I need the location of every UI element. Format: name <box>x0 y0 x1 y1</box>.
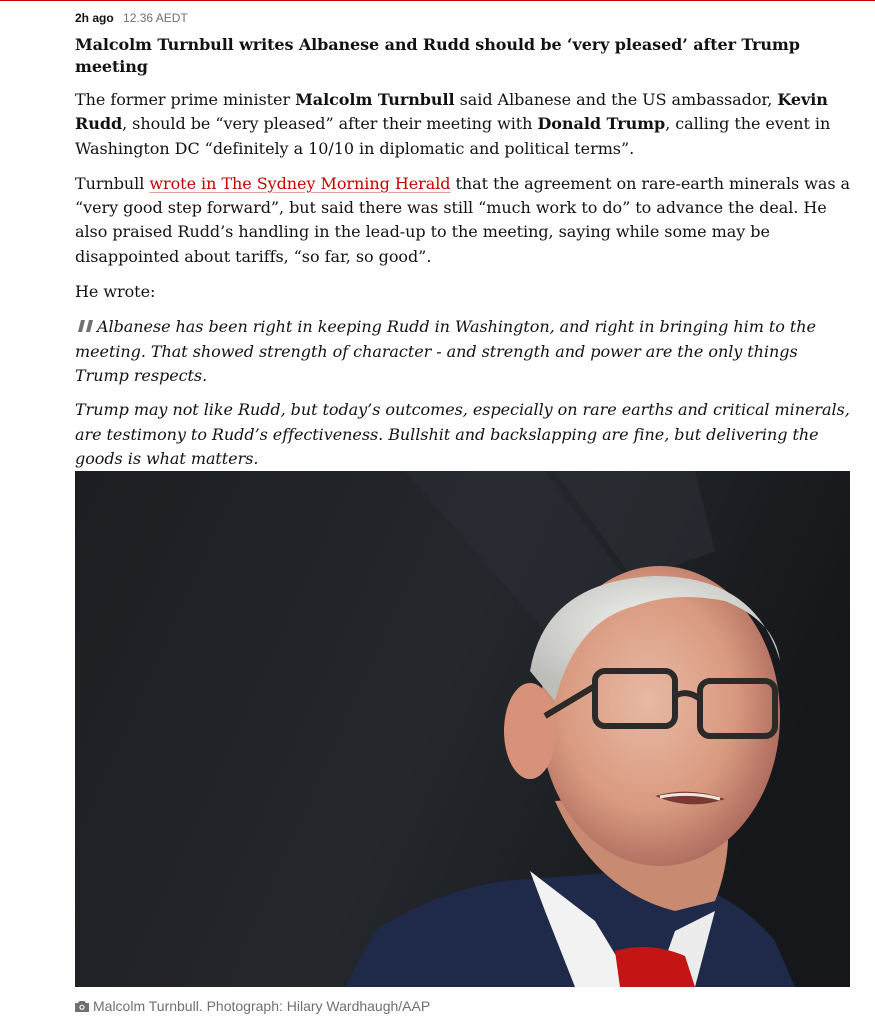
bold-name-turnbull: Malcolm Turnbull <box>295 90 455 109</box>
text-run: Turnbull <box>75 173 150 193</box>
text-run: that the agreement on rare-earth minerals was a “very good step forward”, but said there was still “much work to do” to advance the deal. He also praised Rudd’s handling in the lead-up to the meeting, saying while some may be disappointed about tariffs, “so far, so good”. <box>75 173 851 266</box>
top-accent-line <box>0 0 875 1</box>
text-run: , should be “very pleased” after their meeting with <box>122 114 538 134</box>
paragraph-3: He wrote: <box>75 282 156 302</box>
blockquote <box>75 315 851 471</box>
quote-icon <box>75 315 93 327</box>
smh-article-link[interactable]: wrote in The Sydney Morning Herald <box>149 173 451 193</box>
bold-name-trump: Donald Trump <box>537 114 666 134</box>
text-run: The former prime minister <box>75 90 296 109</box>
time-ago: 2h ago <box>75 11 114 25</box>
timestamp: 12.36 AEDT <box>123 11 188 25</box>
entry-meta <box>75 10 851 26</box>
photo-caption <box>75 997 430 1015</box>
quote-text: Albanese has been right in keeping Rudd in Washington, and right in bringing him to the meeting. That showed strength of character - and strength and power are the only things Trump respects. <box>75 317 816 385</box>
bold-name-rudd: Kevin Rudd <box>75 90 828 134</box>
paragraph-2 <box>75 172 851 269</box>
paragraph-1 <box>75 88 851 161</box>
quote-paragraph-1 <box>75 315 851 388</box>
caption-text: Malcolm Turnbull. Photograph: Hilary Wardhaugh/AAP <box>93 998 431 1014</box>
article-photo <box>75 471 850 987</box>
text-run: , calling the event in Washington DC “definitely a 10/10 in diplomatic and political terms”. <box>75 114 831 158</box>
text-run: said Albanese and the US ambassador, <box>454 90 778 109</box>
camera-icon <box>75 998 89 1009</box>
quote-paragraph-2: Trump may not like Rudd, but today’s outcomes, especially on rare earths and critical minerals, are testimony to Rudd’s effectiveness. Bullshit and backslapping are fine, but delivering the goods is what matters. <box>75 400 850 468</box>
liveblog-entry <box>75 10 851 481</box>
entry-headline: Malcolm Turnbull writes Albanese and Rudd should be ‘very pleased’ after Trump meeting <box>75 35 800 76</box>
